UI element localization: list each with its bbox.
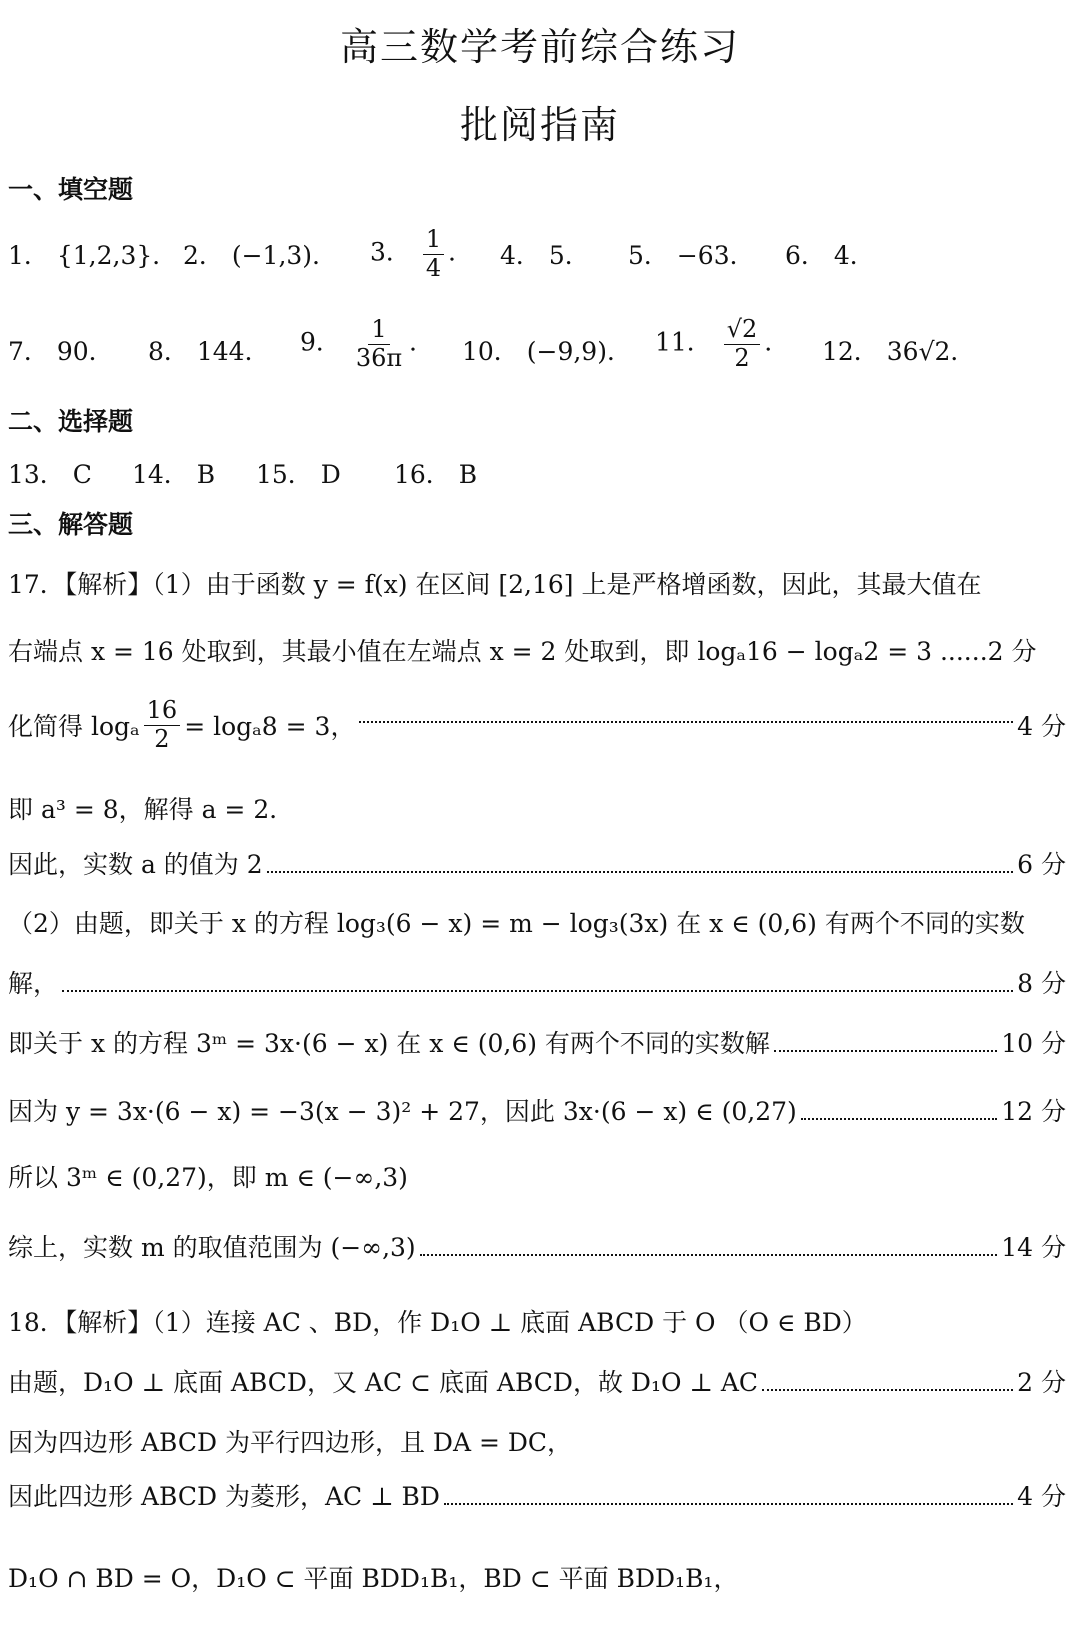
fill-answer-4: 4． 5． <box>500 241 590 270</box>
choice-answer-14: 14． B <box>132 460 216 489</box>
choice-answer-15: 15． D <box>256 460 341 489</box>
q17-line-7: 解， 8 分 <box>8 964 1066 1000</box>
document-subtitle: 批阅指南 <box>459 103 620 147</box>
q17-line-6: （2）由题，即关于 x 的方程 log₃(6 − x) = m − log₃(3x) 在 x ∈ (0,6) 有两个不同的实数 <box>8 909 1025 938</box>
fraction-16-over-2: $\frac{16}{2}$ <box>144 697 181 753</box>
dot-leader <box>359 721 1013 723</box>
dot-leader <box>420 1254 998 1256</box>
fill-answer-11: 11． $\frac{√2}{2}$ ． <box>655 315 790 372</box>
fill-answer-10: 10． (−9,9)． <box>462 337 632 366</box>
q17-line-2: 右端点 x = 16 处取到，其最小值在左端点 x = 2 处取到，即 logₐ16 − logₐ2 = 3 ......2 分 <box>8 637 1037 666</box>
q17-line-4: 即 a³ = 8，解得 a = 2． <box>8 795 295 824</box>
fill-answer-8: 8． 144． <box>148 337 270 366</box>
fill-answers-row-2 <box>0 310 1080 380</box>
dot-leader <box>801 1118 997 1120</box>
section-choice-heading: 二、选择题 <box>8 407 134 436</box>
fill-answer-9: 9． $\frac{1}{36\pi}$ ． <box>300 315 435 372</box>
fraction-q3: $\frac{1}{4}$ <box>423 226 444 282</box>
fill-answer-6: 6． 4． <box>785 241 875 270</box>
q18-line-2: 由题，D₁O ⊥ 底面 ABCD，又 AC ⊂ 底面 ABCD，故 D₁O ⊥ AC 2 分 <box>8 1363 1066 1399</box>
fill-answer-5: 5． −63． <box>628 241 755 270</box>
dot-leader <box>762 1389 1013 1391</box>
fill-answer-7: 7． 90． <box>8 337 114 366</box>
q17-line-10: 所以 3ᵐ ∈ (0,27)，即 m ∈ (−∞,3) <box>8 1163 408 1192</box>
fill-answer-1: 1． {1,2,3}． <box>8 241 178 270</box>
fraction-q11: $\frac{√2}{2}$ <box>724 316 761 372</box>
section-fill-heading: 一、填空题 <box>8 175 134 204</box>
q17-line-3: 化简得 logₐ $\frac{16}{2}$ = logₐ8 = 3， 4 分 <box>8 695 1066 753</box>
choice-answer-16: 16． B <box>394 460 478 489</box>
score-points: 4 分 <box>1017 712 1066 741</box>
dot-leader <box>267 871 1013 873</box>
dot-leader <box>774 1050 997 1052</box>
score-points: 2 分 <box>1017 1368 1066 1397</box>
dot-leader <box>444 1503 1013 1505</box>
score-points: 10 分 <box>1001 1029 1066 1058</box>
q17-line-9: 因为 y = 3x·(6 − x) = −3(x − 3)² + 27，因此 3x·(6 − x) ∈ (0,27) 12 分 <box>8 1092 1066 1128</box>
fill-answers-row-1 <box>0 226 1080 286</box>
fill-answer-2: 2． (−1,3)． <box>183 241 338 270</box>
score-points: 14 分 <box>1001 1233 1066 1262</box>
section-solve-heading: 三、解答题 <box>8 510 134 539</box>
choice-answer-13: 13． C <box>8 460 92 489</box>
score-points: 12 分 <box>1001 1097 1066 1126</box>
document-title: 高三数学考前综合练习 <box>339 25 740 69</box>
q18-line-5: D₁O ∩ BD = O，D₁O ⊂ 平面 BDD₁B₁，BD ⊂ 平面 BDD₁B₁， <box>8 1564 739 1593</box>
score-points: 4 分 <box>1017 1482 1066 1511</box>
fraction-q9: $\frac{1}{36\pi}$ <box>355 315 403 372</box>
score-points: 6 分 <box>1017 850 1066 879</box>
fill-answer-3: 3． $\frac{1}{4}$ ． <box>370 225 474 282</box>
fill-answer-12: 12． 36√2． <box>822 337 976 366</box>
q17-line-11: 综上，实数 m 的取值范围为 (−∞,3) 14 分 <box>8 1228 1066 1264</box>
q18-line-4: 因此四边形 ABCD 为菱形，AC ⊥ BD 4 分 <box>8 1477 1066 1513</box>
dot-leader <box>62 990 1013 992</box>
q17-line-8: 即关于 x 的方程 3ᵐ = 3x·(6 − x) 在 x ∈ (0,6) 有两个不同的实数解 10 分 <box>8 1024 1066 1060</box>
choice-answers-row <box>0 455 1080 489</box>
q17-line-5: 因此，实数 a 的值为 2 6 分 <box>8 845 1066 881</box>
q18-line-3: 因为四边形 ABCD 为平行四边形，且 DA = DC， <box>8 1428 573 1457</box>
score-points: 8 分 <box>1017 969 1066 998</box>
q18-line-1: 18．【解析】（1）连接 AC 、BD，作 D₁O ⊥ 底面 ABCD 于 O （O ∈ BD） <box>8 1308 867 1337</box>
q17-line-1: 17．【解析】（1）由于函数 y = f(x) 在区间 [2,16] 上是严格增函数，因此，其最大值在 <box>8 570 982 599</box>
